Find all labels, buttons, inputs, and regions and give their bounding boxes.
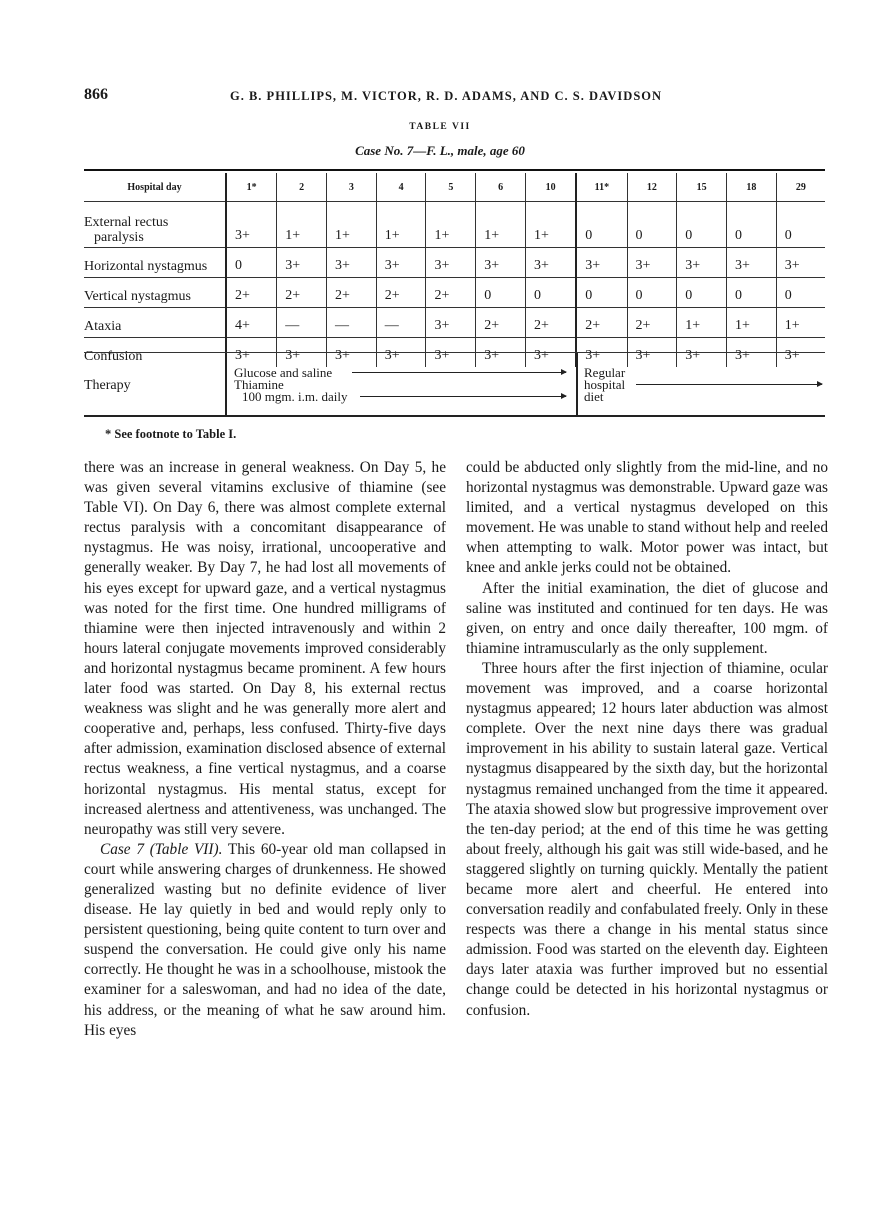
cell: 2+ [426, 278, 476, 308]
cell: 0 [677, 202, 727, 248]
row-label: Vertical nystagmus [84, 278, 226, 308]
divider [225, 353, 227, 415]
cell: 3+ [426, 308, 476, 338]
cell: 3+ [277, 338, 327, 368]
cell: 3+ [426, 248, 476, 278]
day-header: 12 [627, 173, 677, 202]
cell: 3+ [277, 248, 327, 278]
cell: 0 [476, 278, 526, 308]
paragraph: After the initial examination, the diet of glucose and saline was instituted and continued for ten days. He was given, on entry and once daily thereafter, 100 mgm. of thiamine intramuscularly as the only supplement. [466, 579, 828, 657]
cell: 1+ [677, 308, 727, 338]
cell: 3+ [726, 338, 776, 368]
therapy-period-2: Regular hospital diet [584, 366, 825, 402]
day-header: 2 [277, 173, 327, 202]
row-label: Horizontal nystagmus [84, 248, 226, 278]
cell: 4+ [226, 308, 277, 338]
day-header: 18 [726, 173, 776, 202]
cell: 1+ [426, 202, 476, 248]
cell: 0 [776, 202, 825, 248]
findings-table [84, 173, 825, 367]
day-header: 1* [226, 173, 277, 202]
table-label: TABLE VII [409, 122, 471, 132]
table-top-rule [84, 169, 825, 171]
running-head: G. B. PHILLIPS, M. VICTOR, R. D. ADAMS, AND C. S. DAVIDSON [230, 89, 663, 103]
day-header: 6 [476, 173, 526, 202]
cell: 3+ [226, 338, 277, 368]
cell: 2+ [525, 308, 576, 338]
table-header-row [84, 173, 825, 202]
cell: 2+ [476, 308, 526, 338]
cell: — [277, 308, 327, 338]
cell: 3+ [226, 202, 277, 248]
table-row [84, 278, 825, 308]
therapy-row [84, 352, 825, 417]
cell: 3+ [627, 338, 677, 368]
cell: 3+ [525, 338, 576, 368]
cell: 0 [627, 202, 677, 248]
cell: 0 [726, 278, 776, 308]
cell: 0 [627, 278, 677, 308]
table-row [84, 308, 825, 338]
paragraph: there was an increase in general weakness. On Day 5, he was given several vitamins exclusive of thiamine (see Table VI). On Day 6, there was almost complete external rectus paralysis with a concomitant disappearance of nystagmus. He was noisy, irrational, uncooperative and generally weaker. By Day 7, he had lost all movements of his eyes except for upward gaze, and a vertical nystagmus was noted for the first time. One hundred milligrams of thiamine were then injected intravenously and within 2 hours lateral conjugate movements improved considerably and horizontal nystagmus became prominent. A few hours later food was started. On Day 8, his external rectus weakness was slight and he was generally more alert and cooperative and, perhaps, less confused. Thirty-five days after admission, examination disclosed absence of external rectus weakness, a fine vertical nystagmus, and a coarse horizontal nystagmus. His mental status, except for increased alertness and attentiveness, was unchanged. The neuropathy was still very severe. [84, 459, 446, 838]
cell: 3+ [376, 338, 426, 368]
arrow-right-icon [360, 396, 566, 397]
cell: 3+ [426, 338, 476, 368]
cell: 2+ [627, 308, 677, 338]
cell: 0 [726, 202, 776, 248]
body-column-right [466, 458, 828, 1021]
cell: 3+ [476, 338, 526, 368]
cell: 1+ [277, 202, 327, 248]
paragraph: Case 7 (Table VII). This 60-year old man collapsed in court while answering charges of drunkenness. He showed generalized wasting but no definite evidence of liver disease. He lay quietly in bed and would reply only to persistent questioning, being quite content to turn over and suspend the conversation. He could give only his name correctly. He thought he was in a schoolhouse, mistook the examiner for a saleswoman, and had no idea of the date, his address, or the meaning of what he saw around him. His eyes [84, 840, 446, 1039]
row-label: External rectus paralysis [84, 202, 226, 248]
cell: 0 [576, 202, 627, 248]
cell: 3+ [576, 338, 627, 368]
cell: — [327, 308, 377, 338]
table-caption: Case No. 7—F. L., male, age 60 [355, 143, 525, 158]
day-header: 29 [776, 173, 825, 202]
row-label: Confusion [84, 338, 226, 368]
cell: 3+ [525, 248, 576, 278]
cell: 1+ [776, 308, 825, 338]
cell: 2+ [226, 278, 277, 308]
column-header-label: Hospital day [127, 181, 182, 193]
day-header: 11* [576, 173, 627, 202]
page-number: 866 [84, 86, 108, 103]
row-label: Ataxia [84, 308, 226, 338]
day-header: 10 [525, 173, 576, 202]
day-header: 3 [327, 173, 377, 202]
cell: 2+ [376, 278, 426, 308]
cell: 1+ [525, 202, 576, 248]
cell: 3+ [677, 248, 727, 278]
day-header: 4 [376, 173, 426, 202]
day-header: 5 [426, 173, 476, 202]
cell: — [376, 308, 426, 338]
body-column-left [84, 458, 446, 1041]
cell: 0 [776, 278, 825, 308]
table-row [84, 202, 825, 248]
cell: 2+ [327, 278, 377, 308]
paragraph: Three hours after the first injection of thiamine, ocular movement was improved, and a coarse horizontal nystagmus appeared; 12 hours later abduction was almost complete. Over the next nine days there was gradual improvement in his ability to sustain lateral gaze. Vertical nystagmus disappeared by the sixth day, but the horizontal nystagmus remained unchanged from the time it appeared. The ataxia showed slow but progressive improvement over the ten-day period; at the end of this time he was getting about freely, although his gait was still wide-based, and he staggered slightly on turning quickly. Mentally the patient became more alert and cheerful. He entered into conversation readily and confabulated freely. Only in these respects was there a change in his mental status since admission. Food was started on the eleventh day. Eighteen days later ataxia was further improved but no essential change could be detected in his horizontal nystagmus or confusion. [466, 659, 828, 1019]
arrow-right-icon [636, 384, 822, 385]
table-footnote: * See footnote to Table I. [105, 427, 237, 441]
cell: 3+ [776, 338, 825, 368]
cell: 3+ [376, 248, 426, 278]
cell: 3+ [677, 338, 727, 368]
cell: 3+ [726, 248, 776, 278]
cell: 1+ [376, 202, 426, 248]
divider [576, 353, 578, 415]
paragraph: could be abducted only slightly from the mid-line, and no horizontal nystagmus was demonstrable. Upward gaze was limited, and a vertical nystagmus developed on this movement. He was unable to stand without help and reeled when attempting to walk. Motor power was intact, but knee and ankle jerks could not be obtained. [466, 459, 828, 577]
cell: 3+ [476, 248, 526, 278]
cell: 3+ [576, 248, 627, 278]
cell: 0 [226, 248, 277, 278]
therapy-label: Therapy [84, 378, 131, 393]
cell: 3+ [327, 248, 377, 278]
cell: 1+ [476, 202, 526, 248]
cell: 0 [525, 278, 576, 308]
table-row [84, 248, 825, 278]
day-header: 15 [677, 173, 727, 202]
cell: 0 [677, 278, 727, 308]
cell: 1+ [327, 202, 377, 248]
arrow-right-icon [352, 372, 566, 373]
cell: 1+ [726, 308, 776, 338]
therapy-period-1: Glucose and saline Thiamine 100 mgm. i.m. daily [234, 366, 574, 402]
cell: 2+ [277, 278, 327, 308]
cell: 3+ [627, 248, 677, 278]
cell: 3+ [327, 338, 377, 368]
cell: 2+ [576, 308, 627, 338]
cell: 3+ [776, 248, 825, 278]
cell: 0 [576, 278, 627, 308]
case-heading: Case 7 (Table VII). [100, 840, 223, 858]
